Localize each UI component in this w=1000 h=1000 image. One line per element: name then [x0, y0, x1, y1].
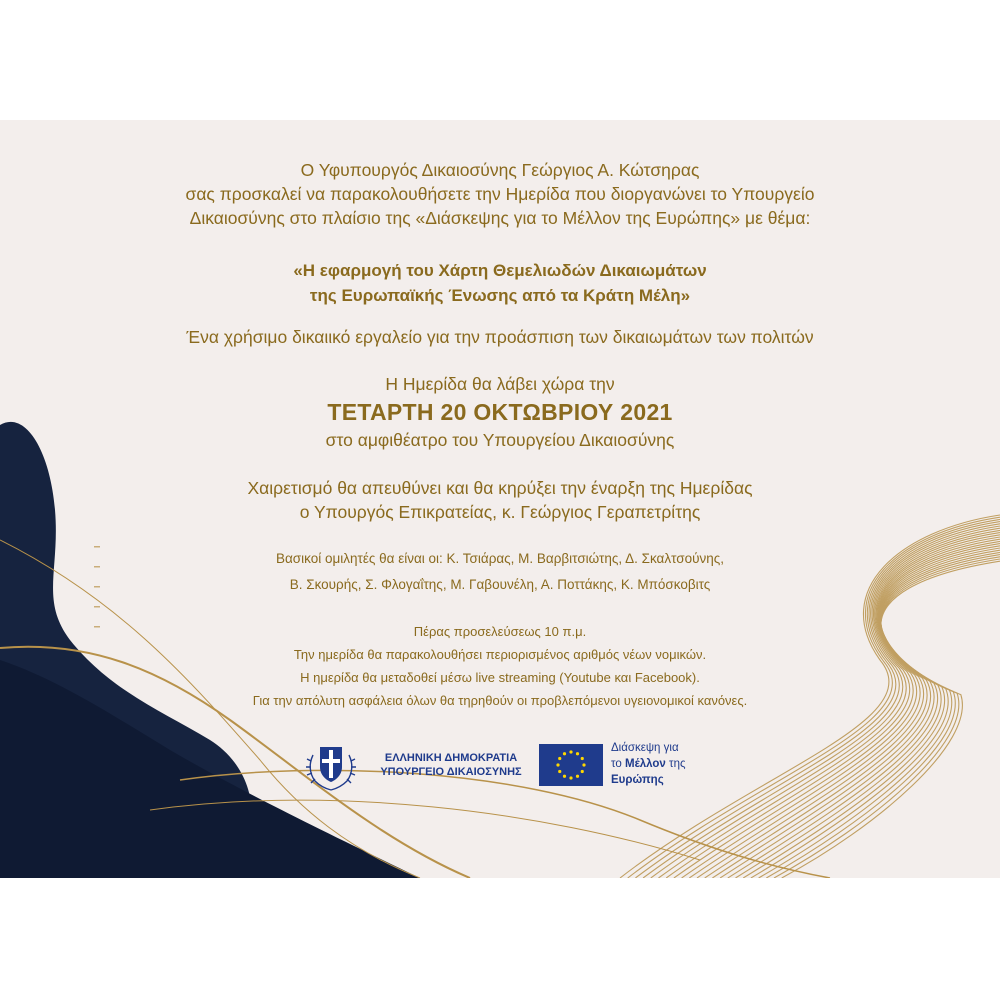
- info-line: Για την απόλυτη ασφάλεια όλων θα τηρηθούν οι προβλεπόμενοι υγειονομικοί κανόνες.: [252, 693, 748, 708]
- event-when: [0, 372, 1000, 452]
- intro-line: σας προσκαλεί να παρακολουθήσετε την Ημερίδα που διοργανώνει το Υπουργείο: [185, 184, 815, 204]
- speakers-paragraph: [0, 546, 1000, 598]
- theme-line: της Ευρωπαϊκής Ένωσης από τα Κράτη Μέλη»: [309, 286, 691, 305]
- conference-future-europe-label: [611, 740, 731, 788]
- greeting-line: ο Υπουργός Επικρατείας, κ. Γεώργιος Γεραπετρίτης: [299, 502, 701, 522]
- cofe-line-3-bold: Ευρώπης: [611, 774, 664, 786]
- intro-line: Ο Υφυπουργός Δικαιοσύνης Γεώργιος Α. Κώτσηρας: [300, 160, 700, 180]
- eu-star-icon: [556, 763, 559, 766]
- invitation-card: [0, 120, 1000, 878]
- event-theme: [0, 258, 1000, 308]
- greek-coat-of-arms-icon: [303, 737, 359, 793]
- greeting-paragraph: [0, 476, 1000, 524]
- ministry-line-2: ΥΠΟΥΡΓΕΙΟ ΔΙΚΑΙΟΣΥΝΗΣ: [380, 766, 522, 778]
- info-line: Πέρας προσελεύσεως 10 π.μ.: [413, 624, 587, 639]
- eu-star-icon: [576, 775, 579, 778]
- info-paragraph: [0, 620, 1000, 712]
- eu-star-icon: [581, 757, 584, 760]
- logos-row: [303, 737, 723, 793]
- cofe-line-1: Διάσκεψη για: [611, 742, 679, 754]
- info-line: Η ημερίδα θα μεταδοθεί μέσω live streaming (Youtube και Facebook).: [300, 670, 700, 685]
- ministry-line-1: ΕΛΛΗΝΙΚΗ ΔΗΜΟΚΡΑΤΙΑ: [384, 752, 518, 764]
- eu-star-icon: [563, 752, 566, 755]
- eu-star-icon: [563, 775, 566, 778]
- cofe-line-3: [611, 772, 731, 788]
- intro-paragraph: [0, 158, 1000, 230]
- cofe-line-2: [611, 756, 731, 772]
- eu-star-icon: [558, 757, 561, 760]
- event-venue: στο αμφιθέατρο του Υπουργείου Δικαιοσύνης: [325, 430, 675, 450]
- eu-star-icon: [576, 752, 579, 755]
- eu-star-icon: [581, 770, 584, 773]
- intro-line: Δικαιοσύνης στο πλαίσιο της «Διάσκεψης για το Μέλλον της Ευρώπης» με θέμα:: [189, 208, 811, 228]
- eu-star-icon: [558, 770, 561, 773]
- eu-star-icon: [582, 763, 585, 766]
- cofe-line-2-bold: Μέλλον: [624, 758, 666, 770]
- eu-star-icon: [569, 750, 572, 753]
- cofe-line-2-prefix: το: [611, 758, 625, 770]
- cofe-line-2-suffix: της: [665, 758, 686, 770]
- info-line: Την ημερίδα θα παρακολουθήσει περιορισμένος αριθμός νέων νομικών.: [293, 647, 707, 662]
- event-subtitle: Ένα χρήσιμο δικαιικό εργαλείο για την προάσπιση των δικαιωμάτων των πολιτών: [186, 327, 814, 347]
- event-date: ΤΕΤΑΡΤΗ 20 ΟΚΤΩΒΡΙΟΥ 2021: [327, 399, 673, 425]
- speakers-line: Βασικοί ομιλητές θα είναι οι: Κ. Τσιάρας, Μ. Βαρβιτσιώτης, Δ. Σκαλτσούνης,: [276, 551, 724, 566]
- eu-star-icon: [569, 776, 572, 779]
- greeting-line: Χαιρετισμό θα απευθύνει και θα κηρύξει την έναρξη της Ημερίδας: [247, 478, 753, 498]
- eu-flag-icon: [539, 744, 603, 786]
- theme-line: «Η εφαρμογή του Χάρτη Θεμελιωδών Δικαιωμάτων: [293, 261, 707, 280]
- speakers-line: Β. Σκουρής, Σ. Φλογαΐτης, Μ. Γαβουνέλη, Α. Ποττάκης, Κ. Μπόσκοβιτς: [289, 577, 711, 592]
- when-intro: Η Ημερίδα θα λάβει χώρα την: [385, 374, 615, 394]
- ministry-name: [371, 751, 531, 779]
